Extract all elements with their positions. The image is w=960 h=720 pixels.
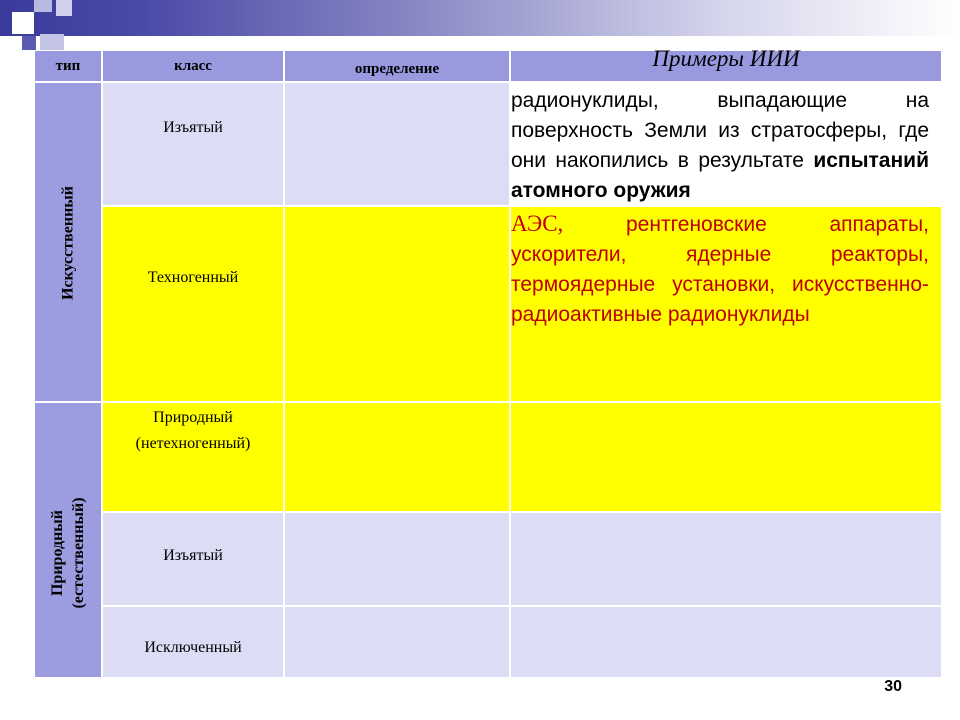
examples-text-2 xyxy=(511,209,929,330)
type-natural-cell xyxy=(34,402,102,678)
header-type: тип xyxy=(34,50,102,82)
type-artificial-label: Искусственный xyxy=(59,186,77,300)
decorative-square xyxy=(56,0,72,16)
definition-cell-5 xyxy=(284,606,510,678)
definition-cell-3 xyxy=(284,402,510,512)
examples-text-2-rest: рентгеновские аппараты, ускорители, ядерные реакторы, термоядерные установки, искусственно-радиоактивные радионуклиды xyxy=(511,213,929,326)
examples-cell-4 xyxy=(510,512,942,606)
decorative-square xyxy=(12,12,34,34)
class-natural-line1: Природный xyxy=(153,409,233,426)
examples-cell-1 xyxy=(510,82,942,206)
examples-text-1 xyxy=(511,86,929,206)
type-natural-label xyxy=(48,497,90,608)
definition-cell-2 xyxy=(284,206,510,402)
decorative-square xyxy=(34,0,52,12)
decorative-square xyxy=(22,36,36,50)
header-examples-text: Примеры ИИИ xyxy=(652,46,800,71)
class-technogenic: Техногенный xyxy=(147,269,239,286)
page-number: 30 xyxy=(884,678,902,695)
examples-text-2-first: АЭС, xyxy=(511,211,564,236)
examples-cell-3 xyxy=(510,402,942,512)
examples-cell-2 xyxy=(510,206,942,402)
examples-text-1-plain: радионуклиды, выпадающие на поверхность Земли из стратосферы, где они накопились в результате xyxy=(511,89,929,172)
header-class: класс xyxy=(102,50,284,82)
examples-cell-5 xyxy=(510,606,942,678)
class-extracted2-cell xyxy=(102,512,284,606)
examples-text-1-bold: испытаний атомного оружия xyxy=(511,149,929,202)
class-extracted-cell xyxy=(102,82,284,206)
class-extracted2: Изъятый xyxy=(163,547,223,564)
type-artificial-cell xyxy=(34,82,102,402)
class-natural xyxy=(103,405,283,456)
type-natural-line1: Природный xyxy=(49,509,67,597)
top-decoration-bar xyxy=(0,0,960,36)
class-natural-line2: (нетехногенный) xyxy=(135,434,251,452)
class-natural-cell xyxy=(102,402,284,512)
header-examples xyxy=(510,46,942,82)
type-natural-line2: (естественный) xyxy=(70,497,87,609)
class-extracted: Изъятый xyxy=(163,119,223,136)
class-excluded-cell xyxy=(102,606,284,678)
definition-cell-4 xyxy=(284,512,510,606)
class-excluded: Исключенный xyxy=(144,639,242,656)
header-definition: определение xyxy=(284,50,510,82)
definition-cell-1 xyxy=(284,82,510,206)
class-technogenic-cell xyxy=(102,206,284,402)
